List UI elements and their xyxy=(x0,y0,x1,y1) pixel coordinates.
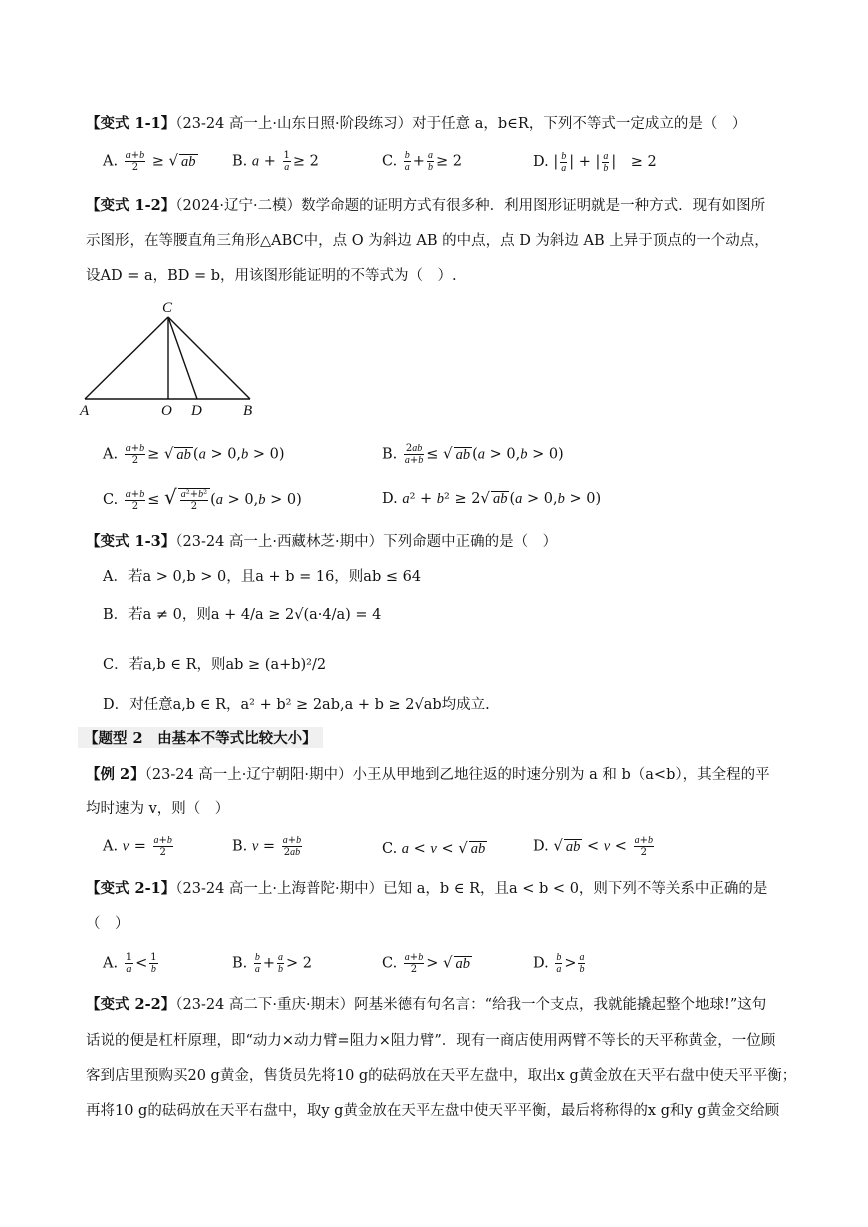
label-a: A xyxy=(80,403,90,419)
example-2-line1: 【例 2】（23-24 高一上·辽宁朝阳·期中）小王从甲地到乙地往返的时速分别为 a 和 b（a<b），其全程的平 xyxy=(86,766,770,783)
label-o: O xyxy=(161,403,172,419)
question-tag: 【例 2】 xyxy=(86,766,145,783)
question-2-2-line2: 话说的便是杠杆原理，即“动力×动力臂=阻力×阻力臂”．现有一商店使用两臂不等长的天平称黄金，一位顾 xyxy=(86,1033,776,1049)
q2-1-option-d: D. $\frac{b}{a}$ > $\frac{a}{b}$ xyxy=(533,952,585,975)
question-tag: 【变式 1-3】 xyxy=(86,533,176,550)
question-1-3-stem: 【变式 1-3】（23-24 高一上·西藏林芝·期中）下列命题中正确的是（ ） xyxy=(86,533,558,550)
segment-cd xyxy=(168,317,197,399)
ex2-option-b: B. v = $\frac{a+b}{2ab}$ xyxy=(232,835,302,858)
question-source: （23-24 高一上·山东日照·阶段练习） xyxy=(175,116,413,132)
ex2-option-c: C. a < v < √ ab xyxy=(382,839,486,857)
q1-1-option-c: C. $\frac{b}{a}$ + $\frac{a}{b}$ ≥ 2 xyxy=(382,150,462,173)
segment-bc xyxy=(168,317,250,399)
q1-1-option-d: D. | $\frac{b}{a}$ | + | $\frac{a}{b}$ | ≥ 2 xyxy=(533,150,657,174)
question-2-2-line3: 客到店里预购买20 g黄金，售货员先将10 g的砝码放在天平左盘中，取出x g黄金放在天平右盘中使天平平衡； xyxy=(86,1068,797,1084)
ex2-option-d: D. √ ab < v < $\frac{a+b}{2}$ xyxy=(533,835,653,858)
question-tag: 【变式 1-2】 xyxy=(86,197,176,214)
triangle-figure xyxy=(70,295,270,420)
label-d: D xyxy=(191,403,202,419)
q1-3-option-b: B．若a ≠ 0，则a + 4/a ≥ 2√(a·4/a) = 4 xyxy=(103,607,382,623)
q2-1-option-a: A. $\frac{1}{a}$ < $\frac{1}{b}$ xyxy=(103,952,157,975)
ex2-option-a: A. v = $\frac{a+b}{2}$ xyxy=(103,835,172,858)
question-1-2-line1: 【变式 1-2】（2024·辽宁·二模）数学命题的证明方式有很多种．利用图形证明就是一种方式．现有如图所 xyxy=(86,197,766,214)
segment-ac xyxy=(85,317,168,399)
q1-3-option-d: D．对任意a,b ∈ R，a² + b² ≥ 2ab,a + b ≥ 2√ab均成立. xyxy=(103,697,490,713)
q2-1-option-b: B. $\frac{b}{a}$ + $\frac{a}{b}$ > 2 xyxy=(232,952,313,975)
example-2-line2: 均时速为 v，则（ ） xyxy=(86,801,230,817)
question-tag: 【变式 1-1】 xyxy=(86,115,176,132)
question-text: 对于任意 a，b∈R，下列不等式一定成立的是（ ） xyxy=(412,116,747,132)
topic-2-heading: 【题型 2 由基本不等式比较大小】 xyxy=(78,727,323,748)
q1-2-option-b: B. $\frac{2ab}{a+b}$ ≤ √ ab (a > 0,b > 0) xyxy=(382,443,564,466)
question-2-1-line2: （ ） xyxy=(86,916,130,932)
question-2-1-line1: 【变式 2-1】（23-24 高一上·上海普陀·期中）已知 a，b ∈ R，且a < b < 0，则下列不等关系中正确的是 xyxy=(86,880,768,897)
q1-3-option-a: A．若a > 0,b > 0，且a + b = 16，则ab ≤ 64 xyxy=(103,569,422,585)
question-1-2-line2: 示图形，在等腰直角三角形△ABC中，点 O 为斜边 AB 的中点，点 D 为斜边 AB 上异于顶点的一个动点， xyxy=(86,233,769,249)
q1-2-option-d: D. a² + b² ≥ 2√ ab (a > 0,b > 0) xyxy=(382,489,602,507)
question-2-2-line4: 再将10 g的砝码放在天平右盘中，取y g黄金放在天平左盘中使天平平衡，最后将称得的x g和y g黄金交给顾 xyxy=(86,1103,780,1119)
q1-2-option-c: C. $\frac{a+b}{2}$ ≤ √ $\frac{\text{a²+b²}}{2}$ (a > 0,b > 0) xyxy=(103,485,302,512)
question-1-1-stem xyxy=(86,112,746,133)
q1-1-option-b: B. a + $\frac{1}{a}$ ≥ 2 xyxy=(232,150,319,173)
label-b: B xyxy=(243,403,253,419)
q1-3-option-c: C．若a,b ∈ R，则ab ≥ (a+b)²/2 xyxy=(103,657,327,673)
question-tag: 【变式 2-2】 xyxy=(86,996,176,1013)
q1-2-option-a: A. $\frac{a+b}{2}$ ≥ √ ab (a > 0,b > 0) xyxy=(103,443,285,466)
q1-1-option-a: A. $\frac{a+b}{2}$ ≥ √ ab xyxy=(103,150,196,173)
question-1-2-line3: 设AD = a，BD = b，用该图形能证明的不等式为（ ）. xyxy=(86,268,457,284)
label-c: C xyxy=(162,300,173,316)
question-2-2-line1: 【变式 2-2】（23-24 高二下·重庆·期末）阿基米德有句名言：“给我一个支点，我就能撬起整个地球!”这句 xyxy=(86,996,767,1013)
q2-1-option-c: C. $\frac{a+b}{2}$ > √ ab xyxy=(382,952,471,975)
question-tag: 【变式 2-1】 xyxy=(86,880,176,897)
